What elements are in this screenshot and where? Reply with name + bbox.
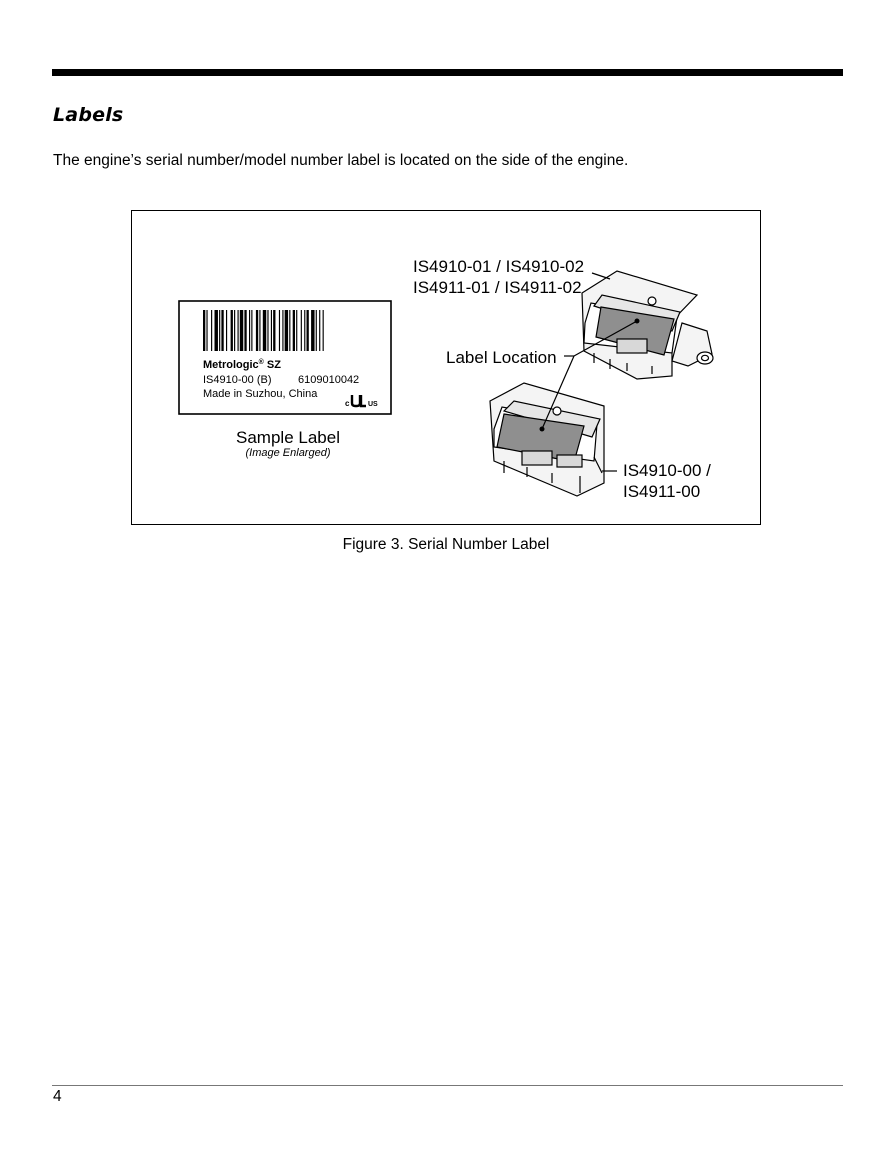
figure-illustration	[132, 211, 762, 526]
svg-text:Metrologic® SZ	[203, 358, 281, 371]
sample-label-caption: Sample Label	[236, 428, 340, 447]
label-location-marker-lower	[540, 427, 545, 432]
callout-models-bottom-line1: IS4910-00 /	[623, 461, 711, 480]
label-brand-suffix: SZ	[263, 359, 281, 371]
figure-frame	[131, 210, 761, 525]
label-location-marker-upper	[635, 319, 640, 324]
callout-label-location: Label Location	[446, 348, 557, 367]
footer-rule	[52, 1085, 843, 1086]
engine-illustration-upper	[582, 271, 713, 379]
cert-mark-us: US	[368, 401, 378, 408]
sample-label	[179, 301, 391, 459]
callout-models-top-line1: IS4910-01 / IS4910-02	[413, 257, 585, 276]
sample-label-note: (Image Enlarged)	[245, 447, 331, 459]
label-serial: 6109010042	[298, 374, 360, 386]
engine-illustration-lower	[490, 383, 604, 496]
cert-mark-c: c	[345, 399, 350, 408]
section-title: Labels	[53, 104, 124, 126]
page-number: 4	[53, 1088, 62, 1105]
figure-caption: Figure 3. Serial Number Label	[342, 536, 550, 553]
body-paragraph: The engine’s serial number/model number label is located on the side of the engine.	[53, 152, 629, 169]
label-brand-mark: ®	[258, 359, 264, 366]
label-origin: Made in Suzhou, China	[203, 388, 318, 400]
callout-models-bottom-line2: IS4911-00	[623, 482, 701, 501]
label-model: IS4910-00 (B)	[203, 374, 272, 386]
label-brand: Metrologic	[203, 359, 259, 371]
header-rule	[52, 69, 843, 76]
callout-models-top-line2: IS4911-01 / IS4911-02	[413, 278, 582, 297]
